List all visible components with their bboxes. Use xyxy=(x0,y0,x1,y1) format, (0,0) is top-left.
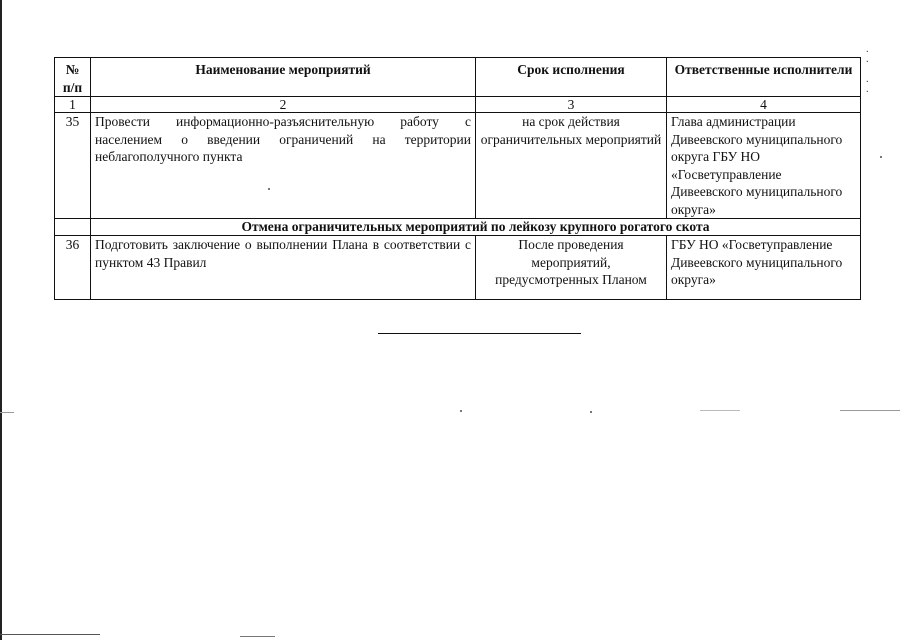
header-responsible: Ответственные исполнители xyxy=(667,58,861,97)
row-responsible: ГБУ НО «Госветуправление Дивеевского муниципального округа» xyxy=(667,236,861,300)
column-number-3: 3 xyxy=(476,97,667,113)
plan-table xyxy=(54,57,861,300)
column-number-4: 4 xyxy=(667,97,861,113)
scan-speck xyxy=(268,188,270,190)
scan-speck xyxy=(460,410,462,412)
header-row xyxy=(55,58,861,97)
header-deadline: Срок исполнения xyxy=(476,58,667,97)
column-number-2: 2 xyxy=(91,97,476,113)
scan-margin-marks: · · · · xyxy=(865,47,869,98)
row-deadline: После проведения мероприятий, предусмотренных Планом xyxy=(476,236,667,300)
row-responsible: Глава администрации Дивеевского муниципального округа ГБУ НО «Госветуправление Дивеевского муниципального округа» xyxy=(667,113,861,219)
row-measure-name: Провести информационно-разъяснительную работу с населением о введении ограничений на территории неблагополучного пункта xyxy=(91,113,476,219)
scan-noise xyxy=(240,636,275,637)
column-number-row xyxy=(55,97,861,113)
column-number-1: 1 xyxy=(55,97,91,113)
header-name: Наименование мероприятий xyxy=(91,58,476,97)
row-number: 36 xyxy=(55,236,91,300)
row-deadline: на срок действия ограничительных мероприятий xyxy=(476,113,667,219)
header-number: № п/п xyxy=(55,58,91,97)
section-title: Отмена ограничительных мероприятий по лейкозу крупного рогатого скота xyxy=(91,219,861,236)
scan-noise xyxy=(700,410,740,411)
scan-noise xyxy=(0,412,14,413)
row-measure-name: Подготовить заключение о выполнении Плана в соответствии с пунктом 43 Правил xyxy=(91,236,476,300)
table-row xyxy=(55,236,861,300)
table-row xyxy=(55,113,861,219)
section-title-spacer xyxy=(55,219,91,236)
signature-line xyxy=(378,333,581,334)
scan-speck xyxy=(590,411,592,413)
scan-left-edge xyxy=(0,0,2,640)
scan-noise xyxy=(0,634,100,635)
section-title-row xyxy=(55,219,861,236)
scan-noise xyxy=(840,410,900,411)
scan-speck xyxy=(880,156,882,158)
row-number: 35 xyxy=(55,113,91,219)
